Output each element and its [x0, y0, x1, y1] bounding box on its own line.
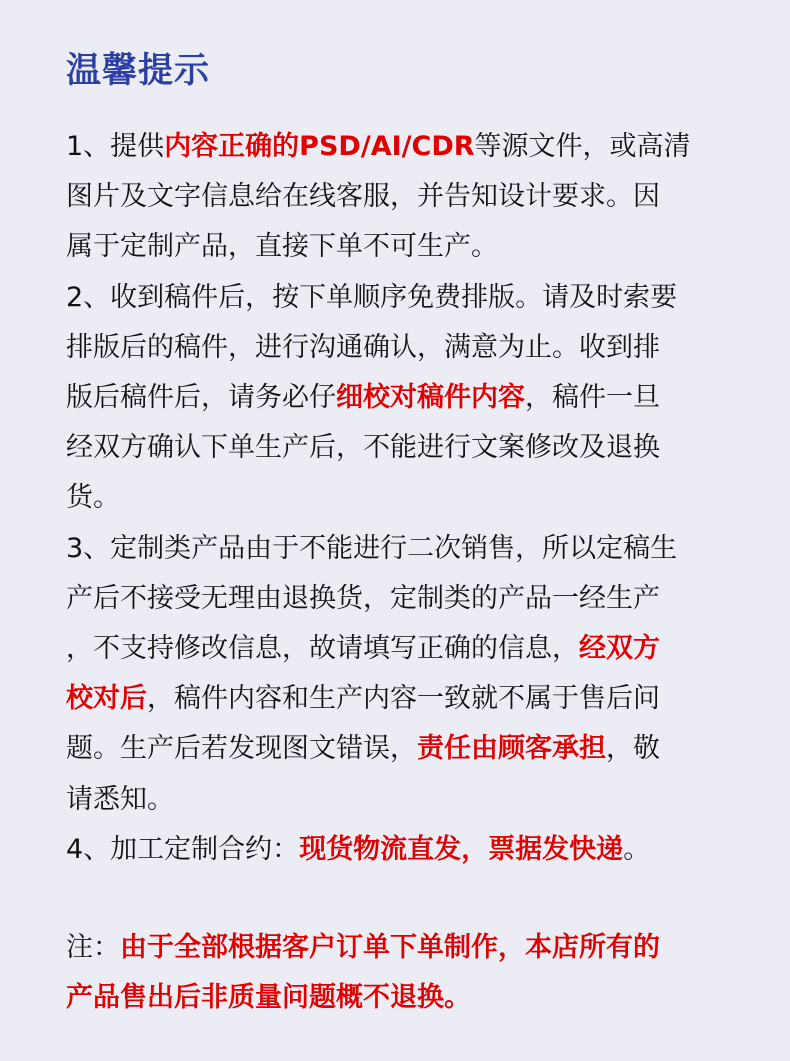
notice-line: [66, 825, 724, 875]
notice-item-1: [66, 122, 724, 273]
notice-line: [66, 624, 724, 674]
text-segment: 题。生产后若发现图文错误，: [66, 733, 417, 765]
text-segment: ，稿件内容和生产内容一致就不属于售后问: [147, 683, 660, 715]
text-segment: 等源文件，或高清: [474, 131, 691, 162]
text-segment: ，敬: [606, 733, 660, 765]
page-title: 温馨提示: [66, 51, 211, 91]
notice-item-2: [66, 273, 724, 524]
note-section: [66, 923, 724, 1023]
note-line: [66, 923, 724, 973]
text-segment: 产后不接受无理由退换货，定制类的产品一经生产: [66, 582, 660, 614]
note-line: [66, 973, 724, 1023]
notice-line: [66, 574, 724, 624]
highlighted-text: 经双方: [579, 633, 660, 665]
text-segment: 。: [623, 833, 651, 865]
highlighted-text: 责任由顾客承担: [417, 733, 606, 765]
highlighted-text: 内容正确的PSD/AI/CDR: [164, 131, 475, 162]
notice-line: [66, 473, 724, 523]
text-segment: 请悉知。: [66, 783, 174, 815]
text-segment: ，不支持修改信息，故请填写正确的信息，: [66, 633, 579, 665]
highlighted-text: 校对后: [66, 683, 147, 715]
text-segment: 1、提供: [66, 131, 165, 162]
text-segment: 注：: [66, 932, 120, 964]
notice-line: [66, 273, 724, 323]
highlighted-text: 产品售出后非质量问题概不退换。: [66, 982, 471, 1014]
notice-line: [66, 775, 724, 825]
text-segment: 图片及文字信息给在线客服，并告知设计要求。因: [66, 181, 660, 213]
text-segment: 4、加工定制合约：: [66, 833, 300, 865]
section-spacer: [66, 875, 724, 923]
notice-line: [66, 222, 724, 272]
notice-line: [66, 724, 724, 774]
text-segment: 属于定制产品，直接下单不可生产。: [66, 231, 498, 263]
text-segment: 2、收到稿件后，按下单顺序免费排版。请及时索要: [66, 281, 678, 313]
notice-line: [66, 674, 724, 724]
text-segment: 货。: [66, 482, 120, 514]
text-segment: 排版后的稿件，进行沟通确认，满意为止。收到排: [66, 331, 660, 363]
highlighted-text: 由于全部根据客户订单下单制作，本店所有的: [120, 932, 660, 964]
text-segment: ，稿件一旦: [525, 382, 660, 414]
text-segment: 3、定制类产品由于不能进行二次销售，所以定稿生: [66, 532, 678, 564]
highlighted-text: 现货物流直发，票据发快递: [299, 833, 624, 865]
notice-line: [66, 373, 724, 423]
text-segment: 经双方确认下单生产后，不能进行文案修改及退换: [66, 432, 660, 464]
notice-content: [66, 122, 724, 875]
notice-line: [66, 423, 724, 473]
text-segment: 版后稿件后，请务必仔: [66, 382, 336, 414]
notice-line: [66, 172, 724, 222]
notice-item-4: [66, 825, 724, 875]
notice-line: [66, 524, 724, 574]
notice-line: [66, 323, 724, 373]
notice-line: [66, 122, 724, 172]
notice-item-3: [66, 524, 724, 825]
highlighted-text: 细校对稿件内容: [336, 382, 525, 414]
